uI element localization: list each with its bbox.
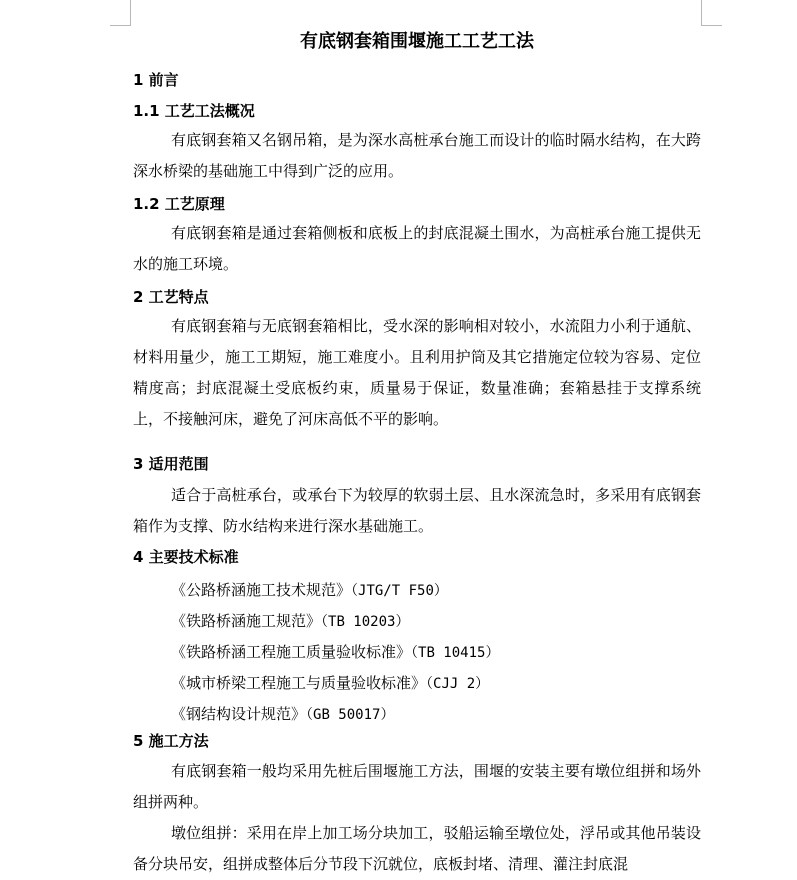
paragraph-2: 有底钢套箱与无底钢套箱相比，受水深的影响相对较小，水流阻力小利于通航、材料用量少，施工工期短，施工难度小。且利用护筒及其它措施定位较为容易、定位精度高；封底混凝土受底板约束，质量易于保证，数量准确；套箱悬挂于支撑系统上，不接触河床，避免了河床高低不平的影响。 xyxy=(133,317,701,428)
standard-code: （CJJ 2） xyxy=(426,676,490,692)
paragraph-5-2: 墩位组拼：采用在岸上加工场分块加工，驳船运输至墩位处，浮吊或其他吊装设备分块吊安，组拼成整体后分节段下沉就位，底板封堵、清理、灌注封底混 xyxy=(133,824,701,873)
heading-3: 3 适用范围 xyxy=(133,455,209,473)
heading-5: 5 施工方法 xyxy=(133,732,209,750)
standard-name: 《铁路桥涵施工规范》 xyxy=(171,612,322,630)
heading-1: 1 前言 xyxy=(133,71,179,89)
standard-name: 《铁路桥涵工程施工质量验收标准》 xyxy=(171,643,412,661)
standard-item xyxy=(171,673,489,694)
page-corner-mark-top-left xyxy=(110,0,131,26)
page-corner-mark-top-right xyxy=(701,0,722,26)
standard-code: （TB 10203） xyxy=(321,614,410,630)
paragraph-5-1: 有底钢套箱一般均采用先桩后围堰施工方法，围堰的安装主要有墩位组拼和场外组拼两种。 xyxy=(133,762,701,811)
standard-code: （JTG/T F50） xyxy=(351,583,448,599)
standard-code: （GB 50017） xyxy=(306,707,395,723)
heading-4: 4 主要技术标准 xyxy=(133,548,239,566)
paragraph-1-2: 有底钢套箱是通过套箱侧板和底板上的封底混凝土围水，为高桩承台施工提供无水的施工环境。 xyxy=(133,224,701,273)
document-title: 有底钢套箱围堰施工工艺工法 xyxy=(300,31,534,52)
standard-name: 《公路桥涵施工技术规范》 xyxy=(171,581,352,599)
standard-name: 《城市桥梁工程施工与质量验收标准》 xyxy=(171,674,427,692)
heading-1-1: 1.1 工艺工法概况 xyxy=(133,102,255,120)
standard-item xyxy=(171,642,499,663)
heading-1-2: 1.2 工艺原理 xyxy=(133,195,225,213)
heading-2: 2 工艺特点 xyxy=(133,288,209,306)
standard-code: （TB 10415） xyxy=(411,645,500,661)
paragraph-3: 适合于高桩承台，或承台下为较厚的软弱土层、且水深流急时，多采用有底钢套箱作为支撑、防水结构来进行深水基础施工。 xyxy=(133,486,701,535)
standard-item xyxy=(171,611,409,632)
standard-name: 《钢结构设计规范》 xyxy=(171,705,307,723)
standard-item xyxy=(171,580,448,601)
paragraph-1-1: 有底钢套箱又名钢吊箱，是为深水高桩承台施工而设计的临时隔水结构，在大跨深水桥梁的基础施工中得到广泛的应用。 xyxy=(133,131,701,180)
standard-item xyxy=(171,704,394,725)
